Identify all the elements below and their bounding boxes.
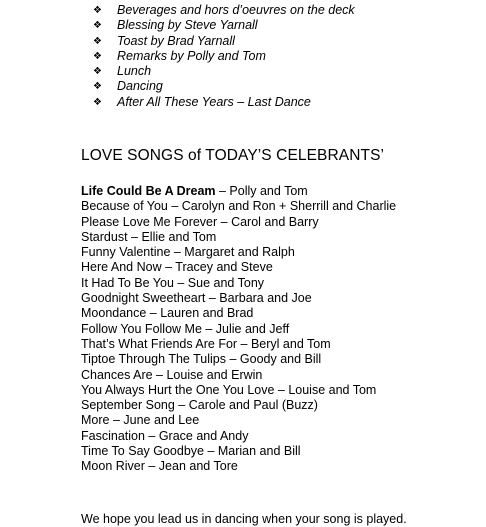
song-item: Moon River – Jean and Tore (81, 459, 238, 474)
song-title-bold: Life Could Be A Dream (81, 184, 216, 198)
song-list (81, 184, 396, 475)
song-item: Tiptoe Through The Tulips – Goody and Bill (81, 352, 322, 367)
song-item: It Had To Be You – Sue and Tony (81, 275, 265, 290)
diamond-bullet-icon: ❖ (93, 20, 102, 32)
program-item-text: Blessing by Steve Yarnall (117, 18, 258, 33)
program-item-text: Toast by Brad Yarnall (117, 33, 235, 48)
song-item: Moondance – Lauren and Brad (81, 306, 254, 321)
program-item-text: Beverages and hors d’oeuvres on the deck (117, 3, 355, 17)
song-item: Because of You – Carolyn and Ron + Sherrill and Charlie (81, 199, 397, 214)
song-item: Please Love Me Forever – Carol and Barry (81, 214, 319, 229)
song-item: Goodnight Sweetheart – Barbara and Joe (81, 291, 312, 306)
diamond-bullet-icon: ❖ (93, 5, 102, 16)
diamond-bullet-icon: ❖ (93, 96, 102, 108)
song-item: Time To Say Goodbye – Marian and Bill (81, 444, 301, 459)
diamond-bullet-icon: ❖ (93, 50, 102, 62)
songs-heading: LOVE SONGS of TODAY’S CELEBRANTS’ (81, 147, 385, 164)
song-item: That’s What Friends Are For – Beryl and Tom (81, 336, 331, 351)
song-item: September Song – Carole and Paul (Buzz) (81, 398, 318, 413)
song-item: Chances Are – Louise and Erwin (81, 367, 263, 382)
diamond-bullet-icon: ❖ (93, 66, 102, 78)
program-item-text: After All These Years – Last Dance (117, 94, 311, 109)
song-item: You Always Hurt the One You Love – Louise and Tom (81, 382, 377, 397)
song-item: More – June and Lee (81, 413, 200, 428)
song-item: Funny Valentine – Margaret and Ralph (81, 245, 295, 260)
diamond-bullet-icon: ❖ (93, 35, 102, 47)
program-item-text: Dancing (117, 79, 163, 94)
song-item: Here And Now – Tracey and Steve (81, 260, 273, 275)
song-couple: – Polly and Tom (215, 184, 308, 198)
song-item: Fascination – Grace and Andy (81, 428, 249, 443)
program-item-text: Remarks by Polly and Tom (117, 48, 266, 63)
song-item: Follow You Follow Me – Julie and Jeff (81, 321, 290, 336)
song-item (81, 184, 396, 199)
song-item: Stardust – Ellie and Tom (81, 229, 217, 244)
program-item-text: Lunch (117, 64, 152, 79)
diamond-bullet-icon: ❖ (93, 81, 102, 93)
footer-note: We hope you lead us in dancing when your song is played. (81, 512, 407, 526)
